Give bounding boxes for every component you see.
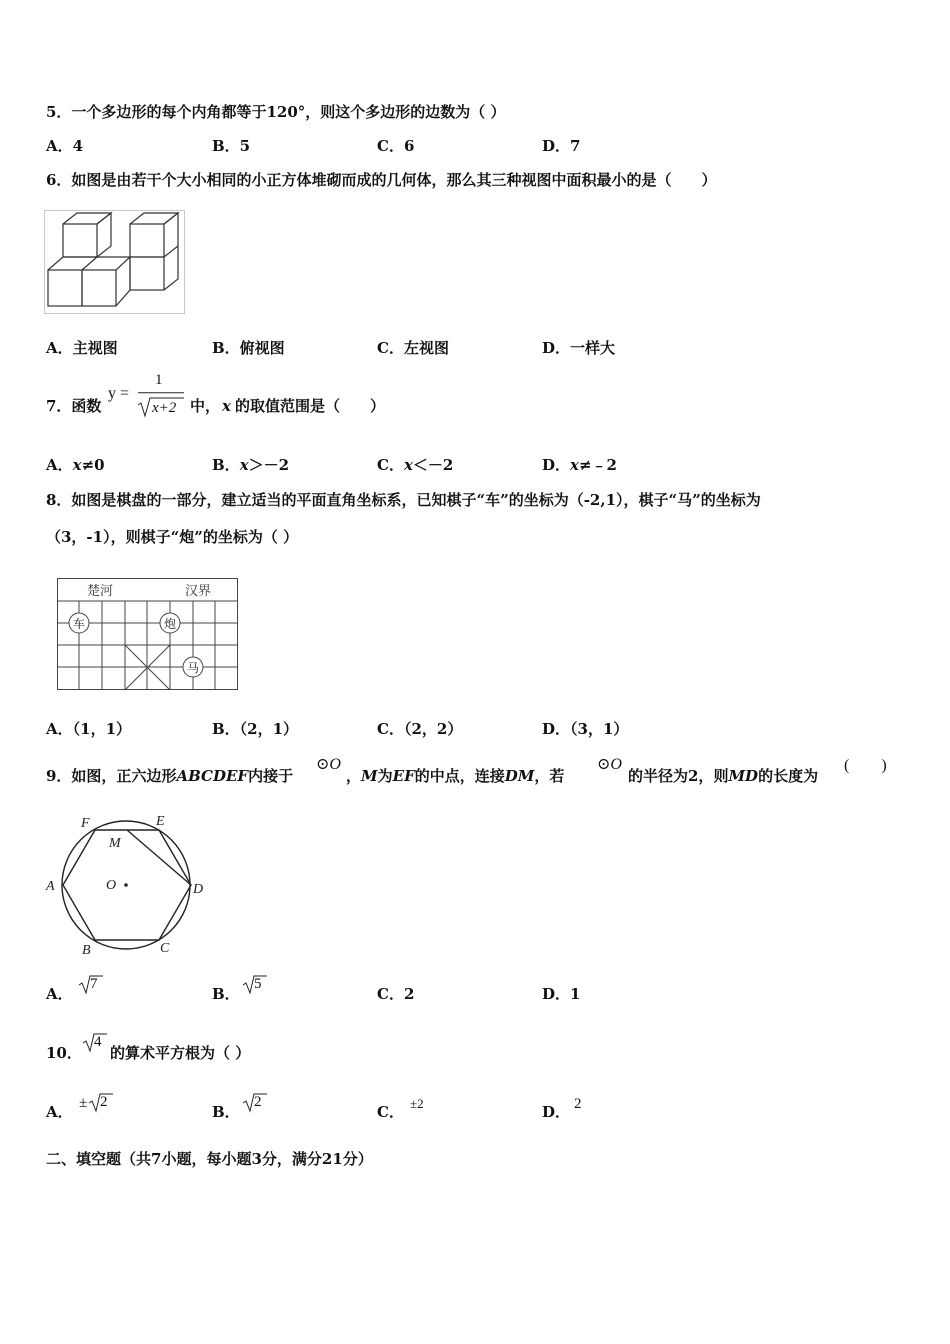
q10-option-d-label: D． bbox=[542, 1103, 571, 1121]
q7-option-b: B．x＞－2 bbox=[212, 456, 290, 474]
q8-chess-board bbox=[57, 578, 239, 690]
q9-circle-symbol-2: ⊙O bbox=[597, 756, 622, 773]
q6-option-b: B．俯视图 bbox=[212, 339, 285, 357]
q9-label-f: F bbox=[81, 816, 90, 831]
q9-option-d: D．1 bbox=[542, 985, 581, 1003]
q8-stem-line1: 8．如图是棋盘的一部分，建立适当的平面直角坐标系，已知棋子“车”的坐标为（-2,1），棋子“马”的坐标为 bbox=[46, 491, 761, 509]
q9-label-b: B bbox=[82, 943, 91, 958]
q9-label-e: E bbox=[156, 814, 165, 829]
q7-var-x: x bbox=[222, 397, 231, 415]
q9-stem: 9．如图，正六边形ABCDEF内接于 bbox=[46, 767, 294, 785]
q7-formula-denominator: x+2 bbox=[152, 400, 177, 416]
q9-label-d: D bbox=[193, 882, 204, 897]
q9-hexagon-figure bbox=[44, 812, 214, 957]
q9-label-o: O bbox=[106, 878, 117, 893]
q5-option-a: A．4 bbox=[46, 137, 84, 155]
q8-piece-pao-label: 炮 bbox=[163, 617, 177, 631]
q9-stem-end: 的半径为2，则MD的长度为 bbox=[628, 767, 819, 785]
q9-stem-mid: ，M为EF的中点，连接DM，若 bbox=[346, 767, 565, 785]
q7-option-c: C．x＜－2 bbox=[377, 456, 454, 474]
q8-piece-ma-label: 马 bbox=[186, 661, 200, 675]
q7-stem-mid: 中， bbox=[190, 397, 221, 415]
q6-cube-figure bbox=[44, 210, 189, 316]
q10-option-a-label: A． bbox=[46, 1103, 73, 1121]
q7-number: 7．函数 bbox=[46, 397, 102, 415]
q10-stem: 的算术平方根为（ ） bbox=[110, 1044, 251, 1062]
q9-option-b-label: B． bbox=[212, 985, 240, 1003]
q9-option-b-radicand: 5 bbox=[254, 976, 262, 992]
q6-option-a: A．主视图 bbox=[46, 339, 118, 357]
q7-formula-y: y = bbox=[108, 385, 130, 402]
q8-river-right: 汉界 bbox=[185, 583, 212, 598]
q8-option-d: D．（3，1） bbox=[542, 720, 629, 738]
q10-radicand: 4 bbox=[94, 1034, 102, 1050]
q7-formula-numerator: 1 bbox=[155, 372, 163, 388]
q5-option-b: B．5 bbox=[212, 137, 251, 155]
q9-label-c: C bbox=[160, 941, 170, 956]
q9-answer-paren: ( ) bbox=[844, 757, 887, 774]
q6-option-c: C．左视图 bbox=[377, 339, 449, 357]
q9-label-a: A bbox=[46, 879, 55, 894]
q6-option-d: D．一样大 bbox=[542, 339, 616, 357]
q7-option-a: A．x≠0 bbox=[46, 456, 105, 474]
q6-stem: 6．如图是由若干个大小相同的小正方体堆砌而成的几何体，那么其三种视图中面积最小的是（ ） bbox=[46, 171, 717, 189]
q5-stem: 5．一个多边形的每个内角都等于120°，则这个多边形的边数为（ ） bbox=[46, 103, 506, 121]
q9-label-m: M bbox=[109, 836, 121, 851]
q9-option-c: C．2 bbox=[377, 985, 415, 1003]
q9-option-a-radicand: 7 bbox=[90, 976, 98, 992]
q10-option-c-value: ±2 bbox=[410, 1096, 424, 1111]
q9-option-a-label: A． bbox=[46, 985, 73, 1003]
q8-stem-line2: （3，-1），则棋子“炮”的坐标为（ ） bbox=[46, 528, 299, 546]
section2-heading: 二、填空题（共7小题，每小题3分，满分21分） bbox=[46, 1150, 373, 1168]
q9-circle-symbol-1: ⊙O bbox=[316, 756, 341, 773]
q10-option-b-label: B． bbox=[212, 1103, 240, 1121]
q10-option-a-radicand: 2 bbox=[100, 1094, 108, 1110]
q8-option-a: A．（1，1） bbox=[46, 720, 132, 738]
q7-option-d: D．x≠﹣2 bbox=[542, 456, 617, 474]
q8-river-left: 楚河 bbox=[87, 583, 114, 598]
q10-option-c-label: C． bbox=[377, 1103, 404, 1121]
q8-option-b: B．（2，1） bbox=[212, 720, 299, 738]
q5-option-c: C．6 bbox=[377, 137, 415, 155]
q7-stem-end: 的取值范围是（ ） bbox=[235, 397, 386, 415]
q10-option-b-radicand: 2 bbox=[254, 1094, 262, 1110]
q10-option-d-value: 2 bbox=[574, 1096, 582, 1112]
q10-number: 10． bbox=[46, 1044, 82, 1062]
q10-option-a-prefix: ± bbox=[79, 1095, 88, 1111]
q8-option-c: C．（2，2） bbox=[377, 720, 463, 738]
q5-option-d: D．7 bbox=[542, 137, 581, 155]
q8-piece-che-label: 车 bbox=[72, 617, 86, 631]
